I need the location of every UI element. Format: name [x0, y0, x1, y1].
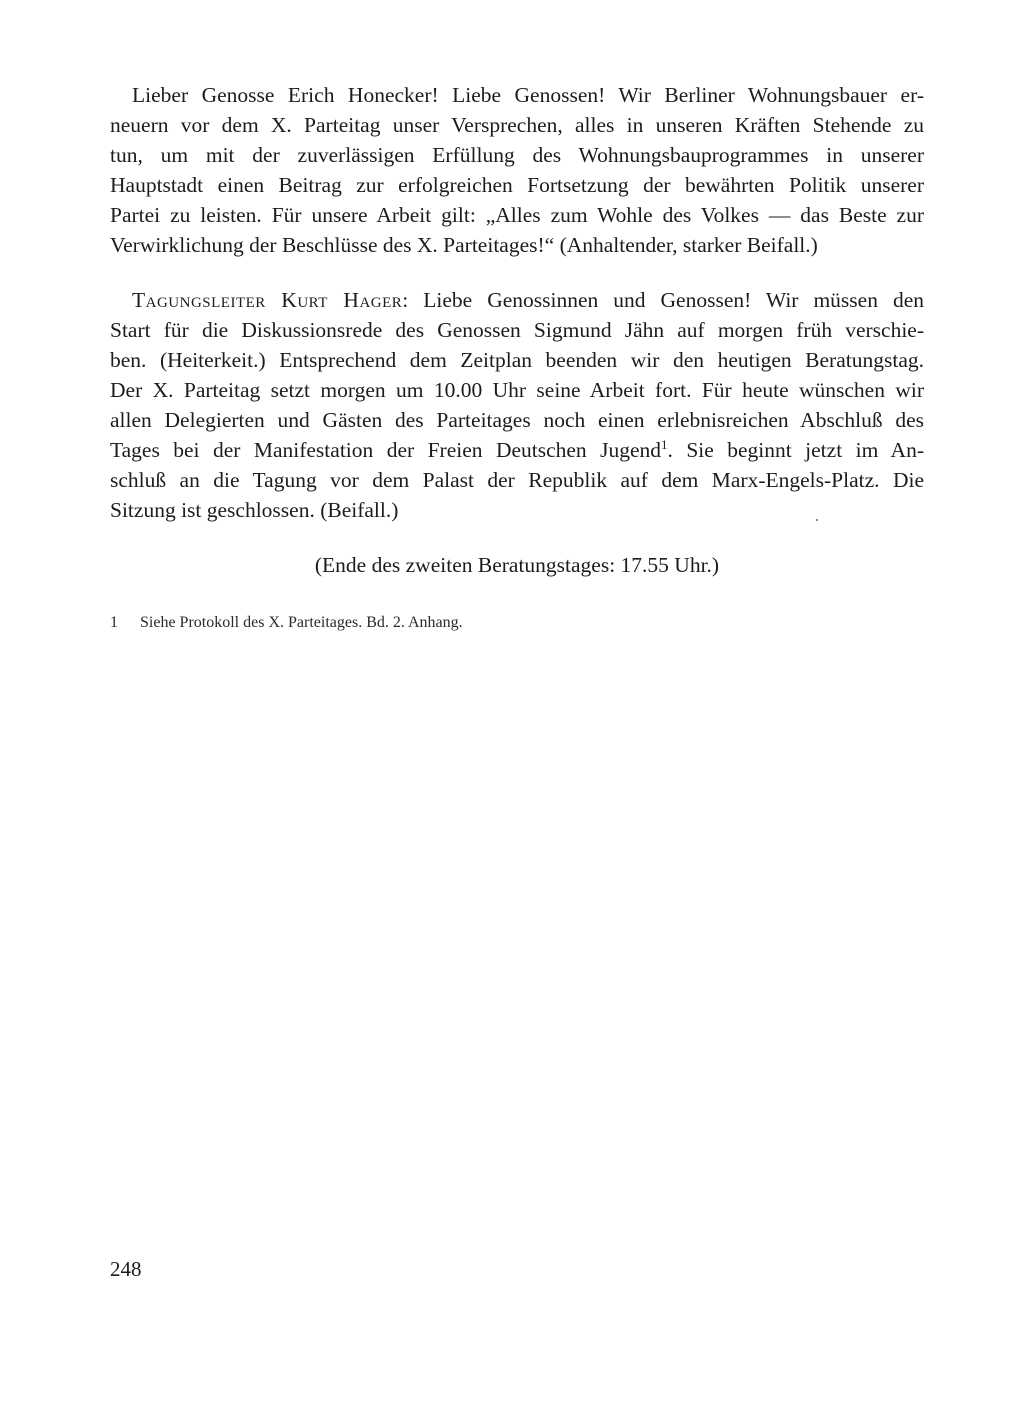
text-fragment: Tages bei der Manifestation der Freien Deutschen Jugend	[110, 438, 662, 462]
text-line	[110, 285, 924, 315]
page-number: 248	[110, 1257, 142, 1281]
scan-speck	[816, 519, 818, 521]
text-line: allen Delegierten und Gästen des Parteitages noch einen erlebnisreichen Abschluß des	[110, 408, 924, 432]
text-line: Verwirklichung der Beschlüsse des X. Parteitages!“ (Anhaltender, starker Beifall.)	[110, 233, 818, 257]
text-line: Der X. Parteitag setzt morgen um 10.00 Uhr seine Arbeit fort. Für heute wünschen wir	[110, 378, 924, 402]
footnote-number: 1	[110, 614, 118, 631]
footnote	[110, 612, 924, 634]
text-line: Lieber Genosse Erich Honecker! Liebe Genossen! Wir Berliner Wohnungsbauer er-	[132, 83, 924, 107]
text-line: Sitzung ist geschlossen. (Beifall.)	[110, 498, 399, 522]
footnote-marker[interactable]: 1	[661, 436, 668, 452]
text-line: Partei zu leisten. Für unsere Arbeit gilt: „Alles zum Wohle des Volkes — das Beste zur	[110, 203, 924, 227]
text-line: tun, um mit der zuverlässigen Erfüllung des Wohnungsbauprogrammes in unserer	[110, 143, 924, 167]
text-line: Hauptstadt einen Beitrag zur erfolgreichen Fortsetzung der bewährten Politik unserer	[110, 173, 924, 197]
text-line: Start für die Diskussionsrede des Genossen Sigmund Jähn auf morgen früh verschie-	[110, 318, 924, 342]
text-line: neuern vor dem X. Parteitag unser Versprechen, alles in unseren Kräften Stehende zu	[110, 113, 924, 137]
paragraph-session-chair	[110, 285, 924, 525]
text-line	[110, 435, 924, 465]
text-line: schluß an die Tagung vor dem Palast der Republik auf dem Marx-Engels-Platz. Die	[110, 468, 924, 492]
text-line: ben. (Heiterkeit.) Entsprechend dem Zeitplan beenden wir den heutigen Beratungstag.	[110, 348, 924, 372]
closing-note: (Ende des zweiten Beratungstages: 17.55 Uhr.)	[314, 553, 720, 577]
text-fragment: . Sie beginnt jetzt im An-	[667, 438, 924, 462]
speaker-text: : Liebe Genossinnen und Genossen! Wir müssen den	[402, 288, 924, 312]
paragraph-honecker-address	[110, 80, 924, 260]
speaker-name: Tagungsleiter Kurt Hager	[132, 288, 403, 312]
footnote-text: Siehe Protokoll des X. Parteitages. Bd. 2. Anhang.	[140, 614, 463, 631]
